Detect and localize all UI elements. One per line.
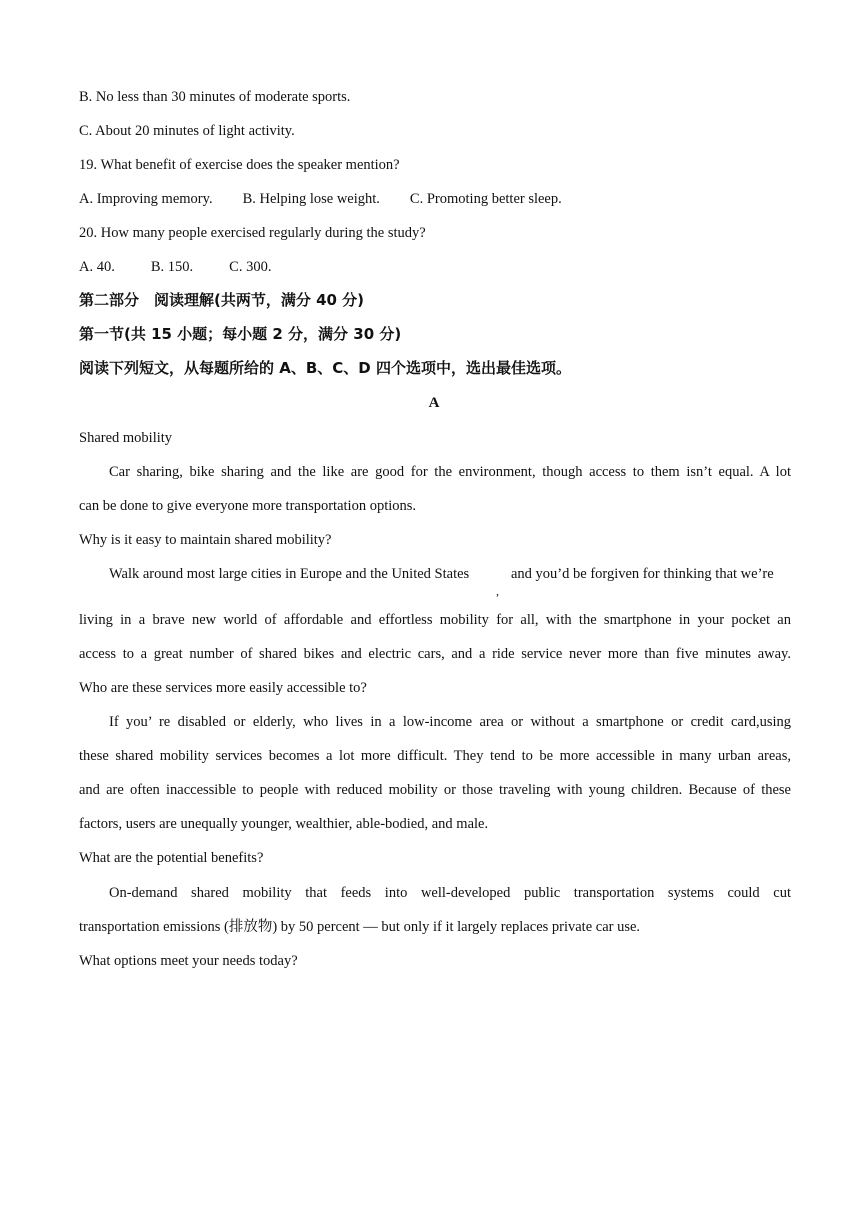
q20-option-c: C. 300. <box>229 259 272 275</box>
q19-option-a: A. Improving memory. <box>79 191 213 207</box>
paragraph-1-line-1: Car sharing, bike sharing and the like are good for the environment, though access to them isn’t equal. A lot <box>109 464 791 480</box>
q19-option-c: C. Promoting better sleep. <box>409 191 562 207</box>
paragraph-4-line-2: transportation emissions (排放物) by 50 percent — but only if it largely replaces private car use. <box>79 919 641 935</box>
heading-4: What options meet your needs today? <box>79 953 298 969</box>
paragraph-2-line-3: access to a great number of shared bikes and electric cars, and a ride service never more than five minutes away. <box>79 646 791 662</box>
q19-option-b: B. Helping lose weight. <box>242 191 380 207</box>
q18-option-b: B. No less than 30 minutes of moderate sports. <box>79 89 351 105</box>
part-title: 第二部分 阅读理解(共两节，满分 40 分) <box>79 291 365 309</box>
passage-title: Shared mobility <box>79 430 173 446</box>
paragraph-2-line-1a: Walk around most large cities in Europe and the United States <box>109 566 470 582</box>
paragraph-3-line-2: these shared mobility services becomes a lot more difficult. They tend to be more accessible in many urban areas, <box>79 748 791 764</box>
paragraph-2-line-1b: and you’d be forgiven for thinking that we’re <box>511 566 774 582</box>
stray-comma: , <box>496 584 499 598</box>
q19-question: 19. What benefit of exercise does the speaker mention? <box>79 157 400 173</box>
heading-2: Who are these services more easily accessible to? <box>79 680 367 696</box>
passage-letter: A <box>428 395 440 411</box>
q20-option-a: A. 40. <box>79 259 115 275</box>
q18-option-c: C. About 20 minutes of light activity. <box>79 123 295 139</box>
q20-question: 20. How many people exercised regularly during the study? <box>79 225 426 241</box>
paragraph-2-line-2: living in a brave new world of affordable and effortless mobility for all, with the smartphone in your pocket an <box>79 612 791 628</box>
paragraph-4-line-1: On-demand shared mobility that feeds into well-developed public transportation systems could cut <box>109 885 791 901</box>
heading-1: Why is it easy to maintain shared mobility? <box>79 532 332 548</box>
paragraph-3-line-4: factors, users are unequally younger, wealthier, able-bodied, and male. <box>79 816 489 832</box>
q20-option-b: B. 150. <box>150 259 194 275</box>
q19-options <box>79 190 562 208</box>
sub-title: 第一节(共 15 小题；每小题 2 分，满分 30 分) <box>79 325 402 343</box>
paragraph-3-line-3: and are often inaccessible to people with reduced mobility or those traveling with young children. Because of these <box>79 782 791 798</box>
q20-options <box>79 258 271 276</box>
heading-3: What are the potential benefits? <box>79 850 264 866</box>
paragraph-1-line-2: can be done to give everyone more transportation options. <box>79 498 417 514</box>
instruction: 阅读下列短文，从每题所给的 A、B、C、D 四个选项中，选出最佳选项。 <box>79 359 571 377</box>
paragraph-3-line-1: If you’ re disabled or elderly, who lives in a low-income area or without a smartphone or credit card,using <box>109 714 791 730</box>
